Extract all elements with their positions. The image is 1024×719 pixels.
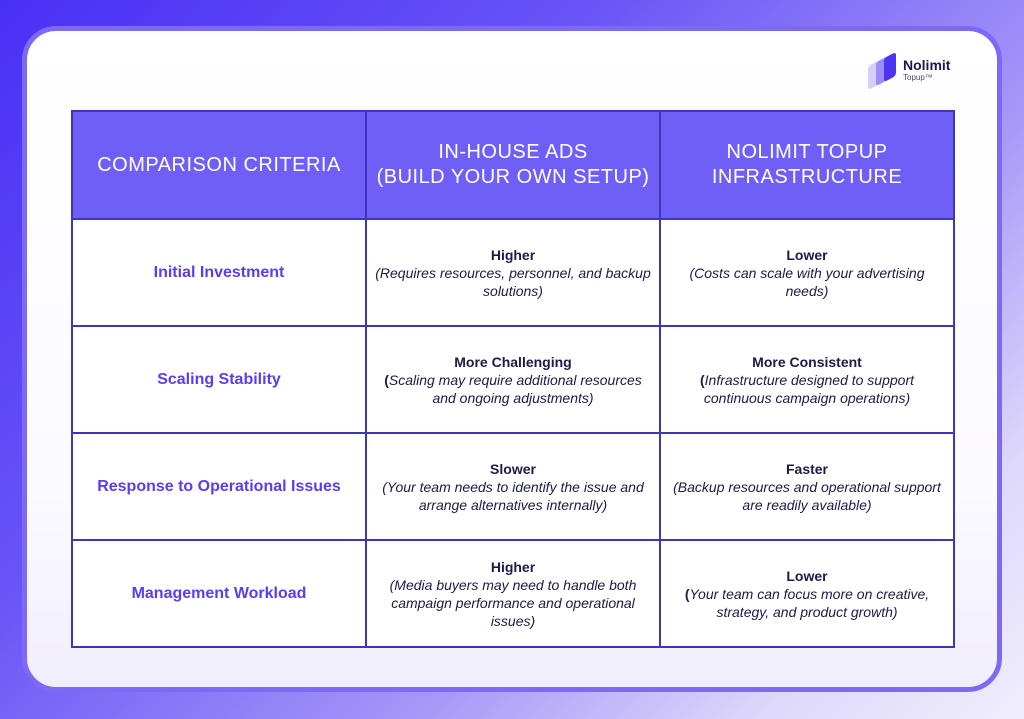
logo-text [903,58,950,82]
value-note-wrap [375,371,651,407]
value-heading: Slower [490,460,536,477]
in-house-cell [366,326,660,433]
criteria-cell: Management Workload [72,540,366,647]
nolimit-cell [660,433,954,540]
value-note: (Costs can scale with your advertising needs) [689,264,925,299]
brand-logo [868,50,950,90]
header-in-house-ads: IN-HOUSE ADS (BUILD YOUR OWN SETUP) [366,111,660,219]
table-row [72,326,954,433]
logo-name: Nolimit [903,57,951,73]
bold-paren: ( [699,371,705,388]
bold-paren: ( [384,371,389,388]
value-heading: Lower [786,567,828,584]
table-row [72,540,954,647]
value-note-wrap [669,371,945,407]
nolimit-cell [660,219,954,326]
criteria-cell: Scaling Stability [72,326,366,433]
value-note: (Requires resources, personnel, and backup solutions) [375,264,651,299]
value-note: (Backup resources and operational support are readily available) [673,478,941,513]
value-note: Scaling may require additional resources and ongoing adjustments) [388,371,642,406]
bold-paren: ( [684,585,690,602]
table-header-row [72,111,954,219]
value-note: Your team can focus more on creative, strategy, and product growth) [689,585,930,620]
table-row [72,433,954,540]
value-note: (Media buyers may need to handle both campaign performance and operational issues) [389,576,637,629]
value-note-wrap [669,585,945,621]
value-heading: Higher [490,246,536,263]
criteria-cell: Initial Investment [72,219,366,326]
comparison-table [71,110,955,648]
value-heading: Faster [785,460,829,477]
header-nolimit-topup: NOLIMIT TOPUP INFRASTRUCTURE [660,111,954,219]
value-note: Infrastructure designed to support continuous campaign operations) [703,371,914,406]
table-row [72,219,954,326]
in-house-cell [366,219,660,326]
nolimit-cell [660,326,954,433]
logo-mark-icon [868,51,898,89]
nolimit-cell [660,540,954,647]
value-heading: More Challenging [454,353,572,370]
value-heading: More Consistent [752,353,862,370]
header-comparison-criteria: COMPARISON CRITERIA [72,111,366,219]
value-heading: Lower [786,246,828,263]
criteria-cell: Response to Operational Issues [72,433,366,540]
in-house-cell [366,433,660,540]
in-house-cell [366,540,660,647]
logo-sub: Topup™ [903,73,933,82]
value-note: (Your team needs to identify the issue and arrange alternatives internally) [382,478,644,513]
value-heading: Higher [490,558,536,575]
